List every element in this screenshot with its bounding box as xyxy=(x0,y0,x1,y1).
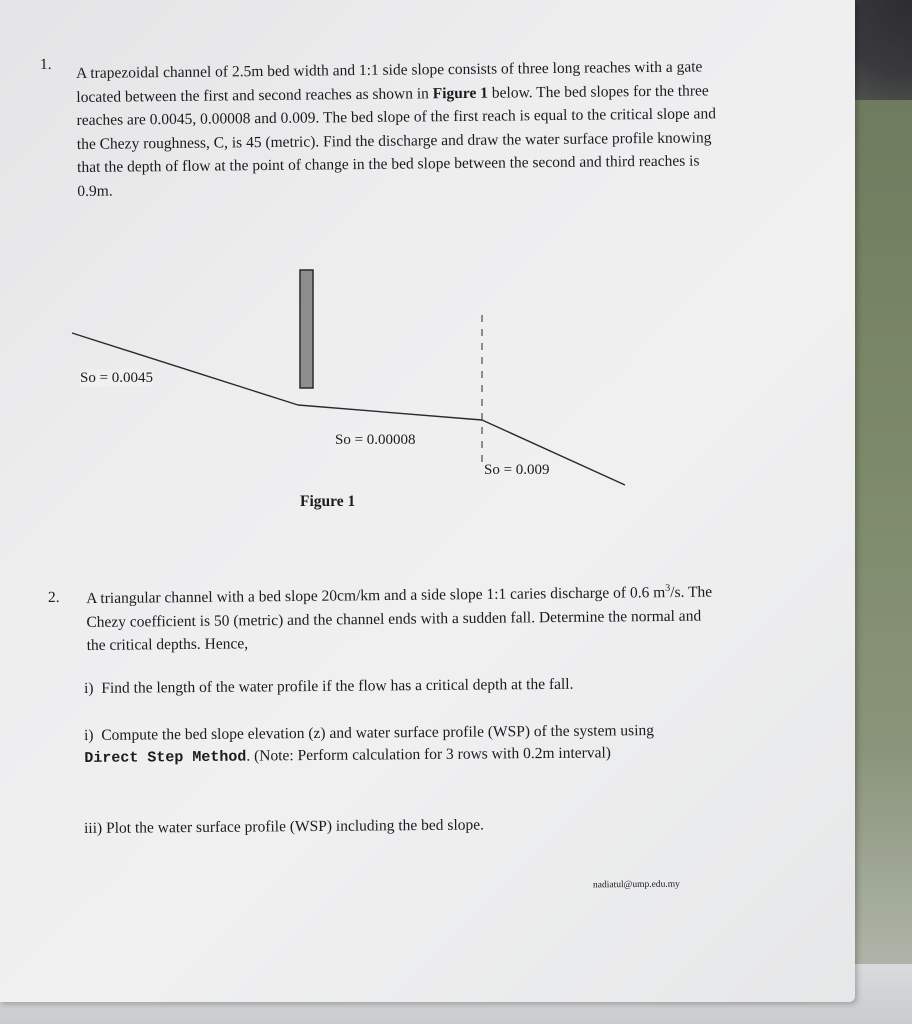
label-reach-3: So = 0.009 xyxy=(484,462,550,478)
bed-reach-2 xyxy=(298,405,482,420)
subquestion-2-text-a: Compute the bed slope elevation (z) and water surface profile (WSP) of the system using xyxy=(101,722,655,744)
question-1-text-b: below. The bed slopes for the three reaches are 0.0045, 0.00008 and 0.009. The bed slope of the first reach is equal to the critical slope and the Chezy roughness, C, is 45 (metric). Find the discharge and draw the water surface profile knowing that the depth of flow at the point of change in the bed slope between the second and third reaches is 0.9m. xyxy=(76,81,716,200)
subquestion-1-number: i) xyxy=(84,679,94,697)
question-2-text-b: /s. The Chezy coefficient is 50 (metric) and the channel ends with a sudden fall. Determine the normal and the critical depths. Hence, xyxy=(86,583,713,655)
footer-email: nadiatul@ump.edu.my xyxy=(592,879,680,891)
question-2-text xyxy=(86,576,717,657)
question-1-number: 1. xyxy=(39,55,52,74)
label-reach-1: So = 0.0045 xyxy=(80,370,154,386)
figure-caption: Figure 1 xyxy=(300,493,356,510)
bed-reach-1 xyxy=(72,333,298,405)
question-2-text-a: A triangular channel with a bed slope 20cm/km and a side slope 1:1 caries discharge of 0.6 m xyxy=(86,584,666,608)
subquestion-2-bold: Direct Step Method xyxy=(84,748,247,767)
subquestion-2-text-b: . (Note: Perform calculation for 3 rows with 0.2m interval) xyxy=(246,744,611,765)
label-reach-2: So = 0.00008 xyxy=(335,432,416,448)
question-2-number: 2. xyxy=(47,588,60,607)
question-1-text-a: A trapezoidal channel of 2.5m bed width and 1:1 side slope consists of three long reaches with a gate located between the first and second reaches as shown in xyxy=(76,58,703,106)
subquestion-3-number: iii) xyxy=(84,819,103,837)
question-1-figure-ref: Figure 1 xyxy=(432,84,489,102)
subquestion-2-number: i) xyxy=(84,726,94,744)
subquestion-1-text: Find the length of the water profile if the flow has a critical depth at the fall. xyxy=(101,675,574,697)
subquestion-3-text: Plot the water surface profile (WSP) including the bed slope. xyxy=(105,816,485,837)
question-2-superscript: 3 xyxy=(665,582,671,594)
subquestion-2 xyxy=(84,720,704,770)
gate-shape xyxy=(300,270,313,388)
